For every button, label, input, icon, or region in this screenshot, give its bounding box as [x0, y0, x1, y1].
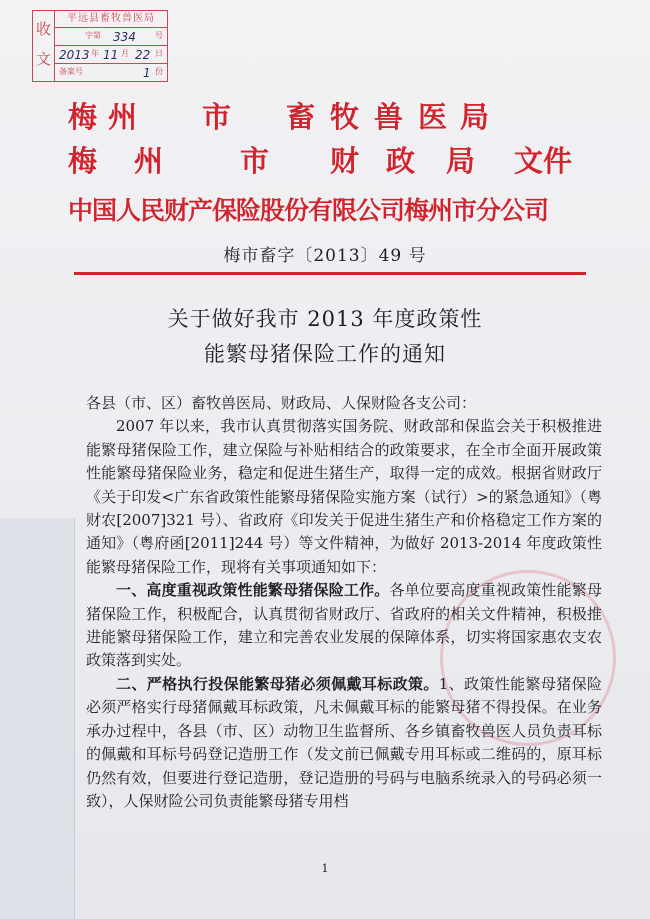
stamp-day-unit: 日	[155, 49, 163, 58]
receipt-stamp	[32, 10, 168, 82]
page-number: 1	[321, 862, 329, 875]
header-line1-char: 市	[202, 100, 232, 134]
header-line1-char: 医	[418, 100, 448, 134]
header-line-insurer: 中国人民财产保险股份有限公司梅州市分公司	[68, 196, 549, 225]
stamp-row-date	[55, 45, 167, 64]
header-line1-char: 兽	[374, 100, 404, 134]
header-line2-char: 梅	[68, 144, 98, 178]
stamp-side-char-2: 文	[35, 50, 51, 68]
stamp-copies-unit: 份	[155, 67, 163, 76]
salutation: 各县（市、区）畜牧兽医局、财政局、人保财险各支公司：	[86, 394, 477, 412]
stamp-number-value: 334	[113, 30, 136, 44]
stamp-row-number	[55, 27, 167, 46]
header-line2-char: 政	[386, 144, 416, 178]
notice-body	[86, 392, 602, 813]
section-2-text: 1、政策性能繁母猪保险必须严格实行母猪佩戴耳标政策，凡未佩戴耳标的能繁母猪不得投保。在业务承办过程中，各县（市、区）动物卫生监督所、各乡镇畜牧兽医人员负责耳标的佩戴和耳标号码登记造册工作（发文前已佩戴专用耳标或二维码的，原耳标仍然有效，但要进行登记造册，登记造册的号码与电脑系统录入的号码必须一致），人保财险公司负责能繁母猪专用档	[86, 674, 602, 810]
red-divider-rule	[74, 272, 586, 275]
header-line1-char: 牧	[330, 100, 360, 134]
header-line2-char: 州	[134, 144, 164, 178]
header-line1-char: 畜	[286, 100, 316, 134]
header-line1-char: 梅	[68, 100, 98, 134]
section-2	[86, 673, 602, 813]
stamp-day-value: 22	[135, 48, 151, 62]
underlying-sheet-edge	[0, 518, 75, 919]
stamp-month-value: 11	[103, 48, 119, 62]
header-line2-char: 文件	[514, 144, 573, 178]
stamp-month-unit: 月	[121, 49, 129, 58]
header-line-bureau	[68, 95, 588, 134]
header-line2-char: 财	[330, 144, 360, 178]
section-1	[86, 579, 602, 673]
header-line1-char: 州	[108, 100, 138, 134]
header-line1-char: 局	[460, 100, 490, 134]
stamp-year-value: 2013	[59, 48, 90, 62]
paragraph-intro: 2007 年以来，我市认真贯彻落实国务院、财政部和保监会关于积极推进能繁母猪保险工作，建立保险与补贴相结合的政策要求，在全市全面开展政策性能繁母猪保险业务，稳定和促进生猪生产，取得一定的成效。根据省财政厅《关于印发<广东省政策性能繁母猪保险实施方案（试行）>的紧急通知》（粤财农[2007]321 号）、省政府《印发关于促进生猪生产和价格稳定工作方案的通知》（粤府函[2011]244 号）等文件精神，为做好 2013-2014 年度政策性能繁母猪保险工作，现将有关事项通知如下：	[86, 417, 602, 576]
section-1-text: 各单位要高度重视政策性能繁母猪保险工作，积极配合，认真贯彻省财政厅、省政府的相关文件精神，积极推进能繁母猪保险工作，建立和完善农业发展的保障体系，切实将国家惠农支农政策落到实处。	[86, 581, 602, 670]
notice-title-line1: 关于做好我市 2013 年度政策性	[167, 307, 483, 331]
header-line2-char: 局	[446, 144, 476, 178]
header-line-finance	[68, 139, 588, 178]
notice-title-line2: 能繁母猪保险工作的通知	[204, 342, 446, 366]
section-1-heading: 一、高度重视政策性能繁母猪保险工作。	[116, 581, 390, 600]
stamp-side-label	[33, 11, 55, 81]
stamp-organization: 平远县畜牧兽医局	[55, 11, 167, 28]
stamp-number-unit: 号	[155, 31, 163, 40]
document-number: 梅市畜字〔2013〕49 号	[223, 246, 427, 266]
stamp-number-label: 字第	[85, 31, 101, 40]
header-line2-char: 市	[240, 144, 270, 178]
stamp-side-char-1: 收	[35, 20, 51, 38]
stamp-copies-label: 备案号	[59, 67, 83, 76]
stamp-year-unit: 年	[91, 49, 99, 58]
section-2-heading: 二、严格执行投保能繁母猪必须佩戴耳标政策。	[116, 674, 439, 693]
stamp-row-copies	[55, 63, 167, 81]
stamp-copies-value: 1	[143, 66, 151, 80]
